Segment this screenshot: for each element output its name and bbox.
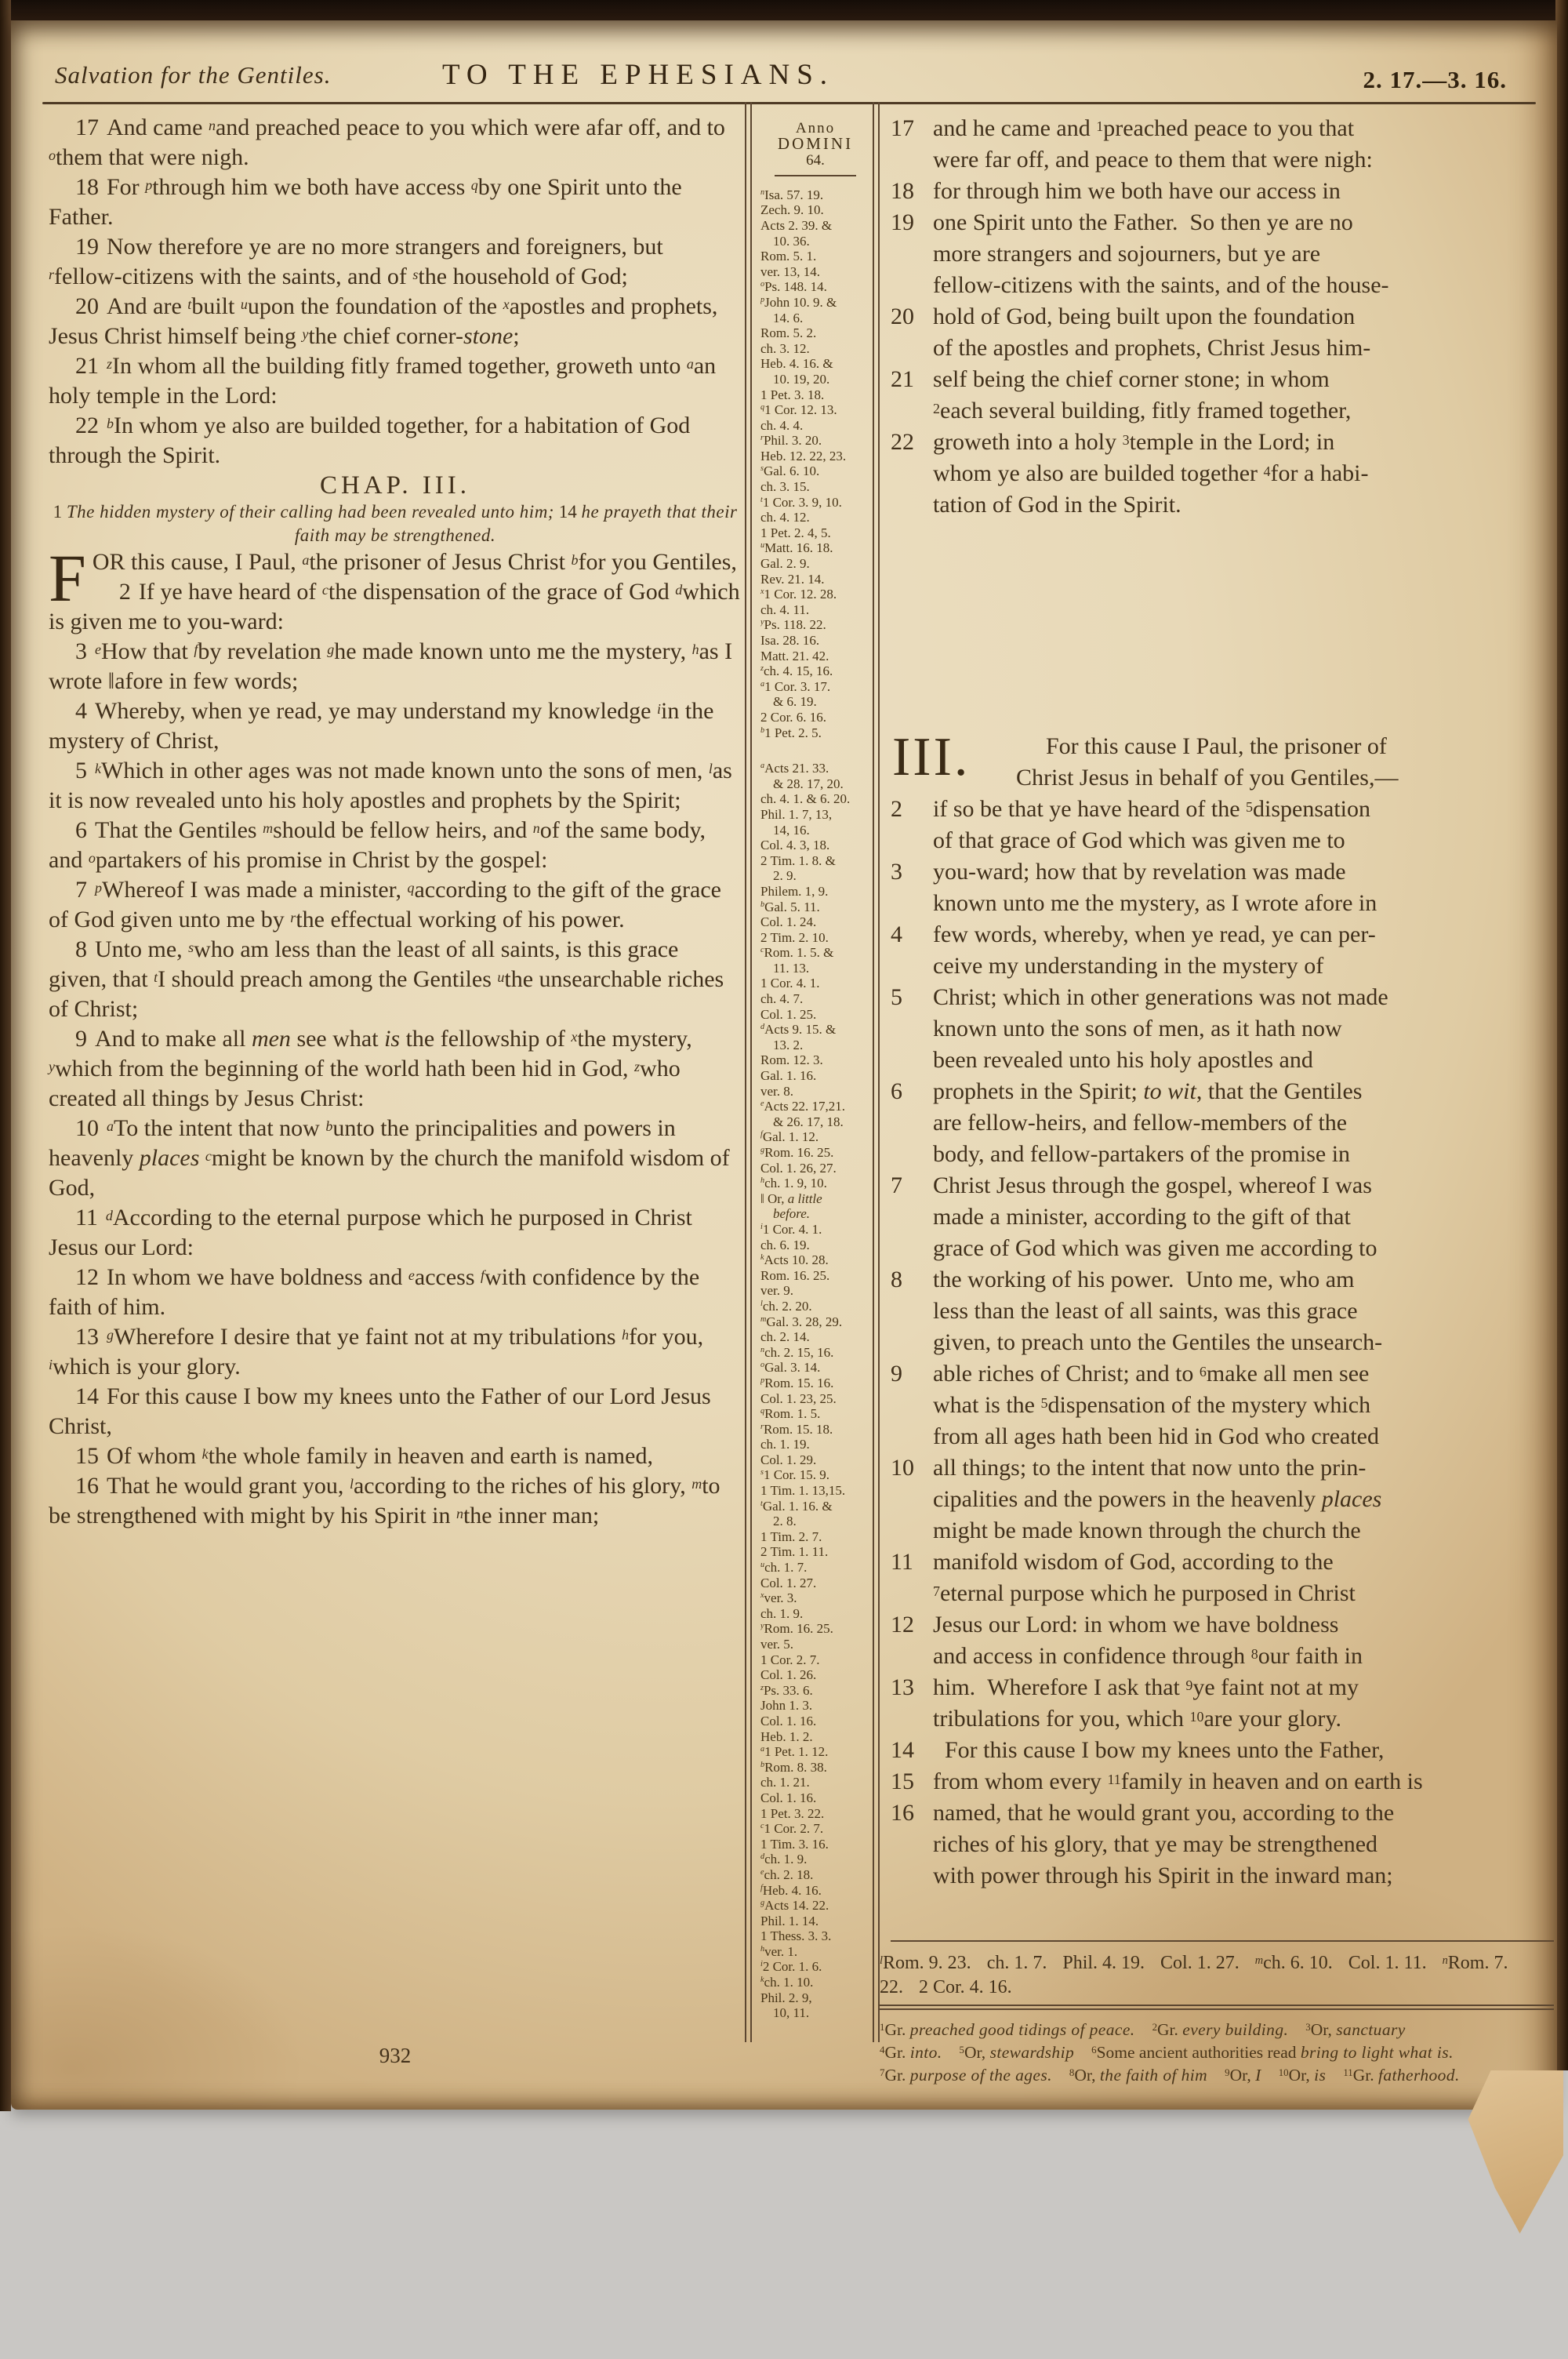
footnote-rule	[891, 1940, 1554, 1942]
column-divider	[878, 102, 880, 2042]
kjv-verse: 19 Now therefore ye are no more strangers and foreigners, but $^r$fellow-citizens with the saints, and of $^s$the household of God;	[49, 234, 663, 289]
margin-ref: Phil. 1. 7, 13,	[760, 806, 833, 822]
rv-ch3-lines	[891, 727, 1555, 1892]
margin-ref: $^b$Rom. 8. 38.	[760, 1759, 827, 1775]
column-divider	[873, 102, 874, 2042]
verse-number: 10	[891, 1455, 914, 1481]
verse-number: 15	[75, 1443, 99, 1469]
anno-domini	[760, 121, 870, 176]
rv-line: 20 hold of God, being built upon the foundation	[891, 301, 1555, 333]
anno-line: Anno	[795, 120, 836, 136]
margin-ref: 14. 6.	[773, 310, 804, 325]
margin-ref: $^r$Rom. 15. 18.	[760, 1421, 833, 1437]
verse-number: 13	[75, 1324, 99, 1350]
rv-footnote-item: $^5$Or, stewardship	[959, 2043, 1075, 2062]
margin-ref: Rom. 5. 2.	[760, 325, 817, 341]
margin-ref: 1 Tim. 3. 16.	[760, 1836, 829, 1852]
kjv-verse: 6 That the Gentiles $^m$should be fellow heirs, and $^n$of the same body, and $^o$partakers of his promise in Christ by the gospel:	[49, 817, 706, 873]
margin-ref: ch. 1. 21.	[760, 1775, 810, 1790]
margin-ref: Col. 1. 23, 25.	[760, 1390, 837, 1406]
rv-line: 6 prophets in the Spirit; to wit, that the Gentiles	[891, 1076, 1555, 1107]
margin-ref: Heb. 12. 22, 23.	[760, 448, 847, 463]
margin-ref: $^h$ch. 1. 9, 10.	[760, 1176, 827, 1191]
rv-line: less than the least of all saints, was this grace	[933, 1298, 1358, 1324]
verse-number: 19	[891, 209, 914, 235]
margin-ref: Phil. 1. 14.	[760, 1913, 819, 1928]
kjv-verse: 5 $^k$Which in other ages was not made known unto the sons of men, $^l$as it is now revealed unto his holy apostles and prophets by the Spirit;	[49, 758, 732, 813]
margin-ref: $^s$Gal. 6. 10.	[760, 463, 820, 479]
verse-number: 21	[891, 366, 914, 392]
margin-ref: 1 Thess. 3. 3.	[760, 1928, 832, 1944]
margin-ref: Heb. 1. 2.	[760, 1728, 813, 1744]
verse-number: 11	[891, 1549, 913, 1575]
rv-line: what is the $^5$dispensation of the mystery which	[933, 1392, 1371, 1418]
crossref-footnotes	[880, 1951, 1554, 2000]
rv-line: might be made known through the church the	[933, 1518, 1361, 1543]
margin-ref: Col. 1. 27.	[760, 1575, 817, 1590]
kjv-verse: FOR this cause, I Paul, $^a$the prisoner of Jesus Christ $^b$for you Gentiles,	[49, 540, 737, 616]
chapter-summary: 1 The hidden mystery of their calling had been revealed unto him; 14 he prayeth that their faith may be strengthened.	[53, 502, 738, 545]
margin-ref: $^e$ch. 2. 18.	[760, 1866, 814, 1882]
margin-ref: Rom. 12. 3.	[760, 1052, 823, 1068]
margin-ref: ch. 4. 1. & 6. 20.	[760, 791, 851, 807]
rv-line: been revealed unto his holy apostles and	[933, 1047, 1313, 1073]
margin-ref: ver. 5.	[760, 1637, 794, 1652]
kjv-verse: 11 $^d$According to the eternal purpose which he purposed in Christ Jesus our Lord:	[49, 1205, 692, 1260]
margin-ref: $^o$Gal. 3. 14.	[760, 1360, 821, 1376]
crossref-item: 2 Cor. 4. 16.	[919, 1977, 1012, 1997]
rv-line: 18 for through him we both have our access in	[891, 176, 1555, 207]
margin-ref: $^c$1 Cor. 2. 7.	[760, 1821, 824, 1837]
margin-ref: Col. 1. 26, 27.	[760, 1160, 837, 1176]
kjv-verse: 15 Of whom $^k$the whole family in heaven and earth is named,	[75, 1443, 653, 1469]
verse-number: 9	[891, 1361, 902, 1387]
rv-line: 2 if so be that ye have heard of the $^5$dispensation	[891, 794, 1555, 825]
margin-ref: $^n$ch. 2. 15, 16.	[760, 1344, 834, 1360]
margin-ref: $^p$John 10. 9. &	[760, 294, 837, 310]
verse-number: 8	[75, 936, 87, 962]
margin-ref: 1 Pet. 3. 22.	[760, 1805, 825, 1821]
rv-line: and access in confidence through $^8$our faith in	[933, 1643, 1363, 1669]
margin-ref: Rom. 5. 1.	[760, 249, 817, 264]
verse-number: 22	[75, 413, 99, 438]
margin-ref: Col. 4. 3, 18.	[760, 838, 830, 853]
margin-ref: $^r$Phil. 3. 20.	[760, 433, 822, 449]
verse-number: 12	[891, 1612, 914, 1637]
page	[11, 20, 1557, 2110]
margin-ref: 1 Cor. 2. 7.	[760, 1652, 820, 1667]
rv-line: are fellow-heirs, and fellow-members of the	[933, 1110, 1348, 1136]
verse-number: 11	[75, 1205, 98, 1230]
verse-number: 6	[75, 817, 87, 843]
margin-ref: $^a$Acts 21. 33.	[760, 761, 829, 776]
kjv-verse: 18 For $^p$through him we both have access $^q$by one Spirit unto the Father.	[49, 174, 682, 230]
rv-line: 3 you-ward; how that by revelation was made	[891, 856, 1555, 888]
anno-rule	[775, 175, 856, 176]
verse-number: 3	[75, 638, 87, 664]
kjv-verse: 8 Unto me, $^s$who am less than the least of all saints, is this grace given, that $^t$I should preach among the Gentiles $^u$the unsearchable riches of Christ;	[49, 936, 724, 1022]
verse-number: 20	[75, 293, 99, 319]
margin-ref: 2. 8.	[773, 1514, 797, 1529]
verse-number: 7	[75, 877, 87, 903]
rv-line: ceive my understanding in the mystery of	[933, 953, 1324, 979]
margin-ref: Col. 1. 29.	[760, 1452, 817, 1467]
refs-gap	[760, 740, 870, 761]
margin-ref: $^y$Ps. 118. 22.	[760, 617, 826, 633]
running-head: Salvation for the Gentiles.	[55, 61, 332, 89]
rv-line: For this cause I Paul, the prisoner of	[1046, 733, 1387, 759]
margin-ref: 2. 9.	[773, 868, 797, 884]
rv-line: 9 able riches of Christ; and to $^6$make all men see	[891, 1358, 1555, 1390]
margin-ref: 1 Pet. 3. 18.	[760, 387, 825, 402]
margin-ref: ch. 4. 7.	[760, 991, 804, 1007]
rv-line: given, to preach unto the Gentiles the unsearch-	[933, 1329, 1383, 1355]
margin-ref: Col. 1. 25.	[760, 1006, 817, 1022]
verse-number: 10	[75, 1115, 99, 1141]
crossref-item: ch. 1. 7.	[986, 1953, 1047, 1973]
margin-ref: $^s$1 Cor. 15. 9.	[760, 1467, 830, 1483]
rv-line: $^2$each several building, fitly framed together,	[933, 398, 1352, 423]
margin-ref: $^g$Rom. 16. 25.	[760, 1145, 834, 1160]
crossref-item: $^n$Rom. 7. 22.	[880, 1953, 1508, 1997]
rv-line: 21 self being the chief corner stone; in whom	[891, 364, 1555, 395]
margin-ref: & 28. 17, 20.	[773, 776, 844, 791]
margin-ref: Philem. 1, 9.	[760, 883, 829, 899]
margin-ref: 10. 36.	[773, 233, 810, 249]
kjv-verse: 20 And are $^t$built $^u$upon the foundation of the $^x$apostles and prophets, Jesus Christ himself being $^y$the chief corner-stone;	[49, 293, 718, 349]
rv-line: of that grace of God which was given me to	[933, 827, 1345, 853]
margin-ref: Rev. 21. 14.	[760, 571, 825, 587]
header-rule	[42, 102, 1536, 104]
margin-ref: 2 Tim. 1. 11.	[760, 1544, 829, 1560]
verse-number: 5	[891, 984, 902, 1010]
margin-ref: $^i$2 Cor. 1. 6.	[760, 1959, 822, 1975]
rv-footnote-item: $^3$Or, sanctuary	[1305, 2020, 1406, 2039]
margin-ref: 2 Tim. 1. 8. &	[760, 852, 836, 868]
margin-refs-group1	[760, 187, 870, 740]
rv-footnote-item: $^2$Gr. every building.	[1152, 2020, 1289, 2039]
margin-ref: $^b$Gal. 5. 11.	[760, 899, 820, 914]
margin-ref: Heb. 4. 16. &	[760, 356, 833, 372]
rv-line: from all ages hath been hid in God who created	[933, 1423, 1379, 1449]
margin-ref: $^q$1 Cor. 12. 13.	[760, 402, 837, 418]
rv-line: 10 all things; to the intent that now unto the prin-	[891, 1452, 1555, 1484]
rv-line: riches of his glory, that ye may be strengthened	[933, 1831, 1378, 1857]
margin-ref: Phil. 2. 9,	[760, 1990, 812, 2005]
rv-line: 7 Christ Jesus through the gospel, whereof I was	[891, 1170, 1555, 1201]
margin-ref: 14, 16.	[773, 822, 810, 838]
margin-ref: ch. 6. 19.	[760, 1237, 810, 1252]
verse-number: 20	[891, 304, 914, 329]
kjv-verse: 14 For this cause I bow my knees unto the Father of our Lord Jesus Christ,	[49, 1383, 711, 1439]
kjv-ch2-verses	[49, 113, 742, 471]
rv-footnote-item: $^4$Gr. into.	[880, 2043, 942, 2062]
verse-number: 9	[75, 1026, 87, 1052]
kjv-verse: 17 And came $^n$and preached peace to you which were afar off, and to $^o$them that were nigh.	[49, 114, 725, 170]
rv-line: of the apostles and prophets, Christ Jesus him-	[933, 335, 1371, 361]
rv-line: tribulations for you, which $^{10}$are your glory.	[933, 1706, 1341, 1732]
kjv-verse: 3 $^e$How that $^f$by revelation $^g$he made known unto me the mystery, $^h$as I wrote ‖afore in few words;	[49, 638, 733, 694]
verse-number: 3	[891, 859, 902, 885]
margin-ref: 1 Tim. 2. 7.	[760, 1528, 822, 1544]
rv-line: 8 the working of his power. Unto me, who am	[891, 1264, 1555, 1296]
kjv-verse: 16 That he would grant you, $^l$according to the riches of his glory, $^m$to be strengthened with might by his Spirit in $^n$the inner man;	[49, 1473, 720, 1528]
margin-ref: $^x$1 Cor. 12. 28.	[760, 587, 837, 602]
page-fore-edge-shadow	[1555, 0, 1568, 2070]
margin-ref: ver. 13, 14.	[760, 264, 821, 279]
verse-number: 16	[75, 1473, 99, 1499]
margin-ref: $^u$Matt. 16. 18.	[760, 540, 833, 556]
rv-footnote-item: $^{10}$Or, is	[1278, 2066, 1327, 2085]
chapter-numeral: III.	[892, 727, 971, 787]
margin-ref: John 1. 3.	[760, 1698, 813, 1714]
crossref-item: $^l$Rom. 9. 23.	[880, 1953, 971, 1973]
kjv-verse: 12 In whom we have boldness and $^e$access $^f$with confidence by the faith of him.	[49, 1264, 700, 1320]
margin-ref: $^y$Rom. 16. 25.	[760, 1621, 833, 1637]
kjv-verse: 9 And to make all men see what is the fellowship of $^x$the mystery, $^y$which from the beginning of the world hath been hid in God, $^z$who created all things by Jesus Christ:	[49, 1026, 692, 1111]
margin-ref: $^t$Gal. 1. 16. &	[760, 1498, 833, 1514]
margin-ref: Gal. 2. 9.	[760, 556, 810, 572]
margin-ref: Acts 2. 39. &	[760, 217, 833, 233]
rv-line: 16 named, that he would grant you, according to the	[891, 1797, 1555, 1829]
margin-ref: Col. 1. 24.	[760, 914, 817, 930]
margin-ref: Gal. 1. 16.	[760, 1068, 817, 1084]
margin-ref: $^d$Acts 9. 15. &	[760, 1022, 837, 1038]
rv-line: made a minister, according to the gift of that	[933, 1204, 1351, 1230]
crossref-item: Col. 1. 11.	[1348, 1953, 1427, 1973]
margin-ref: 2 Tim. 2. 10.	[760, 929, 829, 945]
rv-line: body, and fellow-partakers of the promise in	[933, 1141, 1351, 1167]
margin-ref: ch. 1. 9.	[760, 1605, 804, 1621]
margin-ref: $^g$Acts 14. 22.	[760, 1898, 829, 1914]
margin-refs-group2	[760, 761, 870, 2021]
margin-ref: ch. 4. 12.	[760, 510, 810, 525]
rv-line: were far off, and peace to them that were nigh:	[933, 147, 1373, 173]
margin-ref: $^p$Rom. 15. 16.	[760, 1375, 834, 1390]
crossref-item: $^m$ch. 6. 10.	[1254, 1953, 1333, 1973]
margin-ref: Col. 1. 16.	[760, 1790, 817, 1805]
verse-number: 21	[75, 353, 99, 379]
margin-ref: ‖ Or, a little	[760, 1190, 822, 1206]
kjv-verse: 2 If ye have heard of $^c$the dispensation of the grace of God $^d$which is given me to you-ward:	[49, 579, 740, 634]
anno-line: DOMINI	[777, 133, 854, 153]
verse-number: 18	[891, 178, 914, 204]
rv-line: with power through his Spirit in the inward man;	[933, 1863, 1393, 1888]
margin-ref: 1 Tim. 1. 13,15.	[760, 1483, 846, 1499]
kjv-verse: 4 Whereby, when ye read, ye may understand my knowledge $^i$in the mystery of Christ,	[49, 698, 714, 754]
margin-ref: 10, 11.	[773, 2005, 810, 2021]
margin-ref: before.	[773, 1206, 811, 1222]
margin-ref: $^b$1 Pet. 2. 5.	[760, 725, 822, 740]
verse-number: 8	[891, 1267, 902, 1292]
anno-line: 64.	[806, 152, 825, 169]
margin-ref: ch. 2. 14.	[760, 1329, 810, 1345]
verse-number: 4	[75, 698, 87, 724]
margin-ref: ver. 8.	[760, 1083, 794, 1099]
verse-number: 5	[75, 758, 87, 783]
drop-cap: F	[49, 540, 86, 616]
column-divider	[750, 102, 752, 2042]
verse-number: 2	[118, 579, 131, 605]
margin-ref: $^q$Rom. 1. 5.	[760, 1406, 821, 1422]
rv-line: Christ Jesus in behalf of you Gentiles,—	[1016, 765, 1399, 791]
margin-ref: & 26. 17, 18.	[773, 1114, 844, 1129]
page-number: 932	[379, 2044, 412, 2067]
margin-ref: Isa. 28. 16.	[760, 633, 820, 648]
rv-footnote-line	[880, 2019, 1559, 2041]
rv-ch2-lines	[891, 113, 1555, 521]
verse-number: 6	[891, 1078, 902, 1104]
rv-column	[891, 113, 1555, 1892]
rv-footnote-item: $^9$Or, I	[1225, 2066, 1261, 2085]
margin-ref: $^f$Gal. 1. 12.	[760, 1129, 819, 1145]
margin-ref: Col. 1. 26.	[760, 1667, 817, 1683]
rv-line: 15 from whom every $^{11}$family in heaven and on earth is	[891, 1766, 1555, 1797]
rv-line: more strangers and sojourners, but ye are	[933, 241, 1321, 267]
rv-line: known unto the sons of men, as it hath now	[933, 1016, 1342, 1041]
margin-ref: $^x$ver. 3.	[760, 1590, 797, 1606]
margin-ref: $^h$ver. 1.	[760, 1943, 798, 1959]
verse-number: 13	[891, 1674, 914, 1700]
margin-ref: $^z$ch. 4. 15, 16.	[760, 663, 833, 679]
margin-ref: ch. 4. 4.	[760, 417, 804, 433]
verse-number: 18	[75, 174, 99, 200]
rv-footnote-line	[880, 2064, 1559, 2087]
kjv-verse: 21 $^z$In whom all the building fitly framed together, groweth unto $^a$an holy temple in the Lord:	[49, 353, 717, 409]
margin-ref: Zech. 9. 10.	[760, 202, 824, 218]
margin-ref: ch. 1. 19.	[760, 1437, 810, 1452]
verse-number: 12	[75, 1264, 99, 1290]
margin-ref: 1 Cor. 4. 1.	[760, 976, 820, 991]
margin-ref: $^e$Acts 22. 17,21.	[760, 1099, 845, 1114]
rv-line: 4 few words, whereby, when ye read, ye can per-	[891, 919, 1555, 951]
margin-ref: $^d$ch. 1. 9.	[760, 1852, 808, 1867]
rv-line: 12 Jesus our Lord: in whom we have boldness	[891, 1609, 1555, 1641]
margin-ref: Col. 1. 16.	[760, 1713, 817, 1728]
rv-footnote-item: $^7$Gr. purpose of the ages.	[880, 2066, 1052, 2085]
chapter-heading: CHAP. III.	[319, 471, 471, 500]
verse-number: 15	[891, 1768, 914, 1794]
kjv-verse: 10 $^a$To the intent that now $^b$unto the principalities and powers in heavenly places $^c$might be known by the church the manifold wisdom of God,	[49, 1115, 730, 1201]
rv-footnote-item: $^{11}$Gr. fatherhood.	[1343, 2066, 1460, 2085]
verse-number: 7	[891, 1172, 902, 1198]
crossref-item: Col. 1. 27.	[1160, 1953, 1240, 1973]
rv-line: 17 and he came and $^1$preached peace to you that	[891, 113, 1555, 144]
margin-ref: 1 Pet. 2. 4, 5.	[760, 525, 831, 540]
rv-line: whom ye also are builded together $^4$for a habi-	[933, 460, 1369, 486]
kjv-column	[49, 113, 742, 1531]
verse-number: 14	[75, 1383, 99, 1409]
margin-ref: $^c$Rom. 1. 5. &	[760, 945, 834, 961]
rv-line: known unto me the mystery, as I wrote afore in	[933, 890, 1377, 916]
rv-line: 22 groweth into a holy $^3$temple in the Lord; in	[891, 427, 1555, 458]
verse-number: 17	[891, 115, 914, 141]
kjv-verse: 7 $^p$Whereof I was made a minister, $^q$according to the gift of the grace of God given unto me by $^r$the effectual working of his power.	[49, 877, 721, 932]
rv-line: tation of God in the Spirit.	[933, 492, 1181, 518]
kjv-verse: 22 $^b$In whom ye also are builded together, for a habitation of God through the Spirit.	[49, 413, 691, 468]
rv-footnote-item: $^1$Gr. preached good tidings of peace.	[880, 2020, 1135, 2039]
rv-footnote-item: $^6$Some ancient authorities read bring to light what is.	[1091, 2043, 1454, 2062]
margin-ref: $^o$Ps. 148. 14.	[760, 279, 827, 295]
margin-ref: 11. 13.	[773, 960, 810, 976]
margin-ref: $^f$Heb. 4. 16.	[760, 1882, 822, 1898]
photo-top-shadow	[0, 0, 1568, 22]
rv-line: 13 him. Wherefore I ask that $^9$ye faint not at my	[891, 1672, 1555, 1703]
verse-number: 17	[75, 114, 99, 140]
verse-range: 2. 17.—3. 16.	[1363, 66, 1507, 93]
margin-ref: $^m$Gal. 3. 28, 29.	[760, 1314, 843, 1329]
verse-number: 22	[891, 429, 914, 455]
crossref-item: Phil. 4. 19.	[1062, 1953, 1145, 1973]
column-divider	[745, 102, 746, 2042]
margin-ref: $^k$Acts 10. 28.	[760, 1252, 829, 1268]
margin-ref: $^a$1 Cor. 3. 17.	[760, 678, 831, 694]
verse-number: 16	[891, 1800, 914, 1826]
rv-line: 14 For this cause I bow my knees unto the Father,	[891, 1735, 1555, 1766]
rv-footnote-line	[880, 2041, 1559, 2064]
margin-ref: $^z$Ps. 33. 6.	[760, 1682, 813, 1698]
margin-ref: Matt. 21. 42.	[760, 648, 829, 663]
kjv-ch3-verses	[49, 540, 742, 1531]
rv-line: grace of God which was given me according to	[933, 1235, 1377, 1261]
margin-ref: 2 Cor. 6. 16.	[760, 709, 827, 725]
footnote-double-rule	[880, 2005, 1554, 2010]
rv-line: cipalities and the powers in the heavenly places	[933, 1486, 1382, 1512]
verse-number: 14	[891, 1737, 914, 1763]
margin-ref: $^i$1 Cor. 4. 1.	[760, 1221, 822, 1237]
margin-reference-column	[760, 110, 870, 2047]
verse-number: 2	[891, 796, 902, 822]
rv-line: 19 one Spirit unto the Father. So then ye are no	[891, 207, 1555, 238]
margin-ref: ch. 4. 11.	[760, 602, 810, 617]
verse-number: 4	[891, 921, 902, 947]
margin-ref: $^u$ch. 1. 7.	[760, 1560, 808, 1576]
margin-ref: ver. 9.	[760, 1283, 794, 1299]
margin-ref: $^a$1 Pet. 1. 12.	[760, 1744, 829, 1760]
margin-ref: 13. 2.	[773, 1037, 804, 1052]
rv-line: fellow-citizens with the saints, and of the house-	[933, 272, 1389, 298]
kjv-verse: 13 $^g$Wherefore I desire that ye faint not at my tribulations $^h$for you, $^i$which is your glory.	[49, 1324, 704, 1379]
rv-line: $^7$eternal purpose which he purposed in Christ	[933, 1580, 1356, 1606]
photo-left-shadow	[0, 0, 11, 2111]
margin-ref: ch. 3. 15.	[760, 479, 810, 495]
margin-ref: Rom. 16. 25.	[760, 1267, 830, 1283]
margin-ref: & 6. 19.	[773, 694, 817, 710]
margin-ref: 10. 19, 20.	[773, 371, 830, 387]
rv-footnotes	[880, 2019, 1559, 2087]
rv-line: 11 manifold wisdom of God, according to the	[891, 1547, 1555, 1578]
rv-footnote-item: $^8$Or, the faith of him	[1069, 2066, 1208, 2085]
margin-ref: $^n$Isa. 57. 19.	[760, 187, 824, 202]
rv-line: 5 Christ; which in other generations was not made	[891, 982, 1555, 1013]
verse-number: 19	[75, 234, 99, 260]
margin-ref: ch. 3. 12.	[760, 340, 810, 356]
book-title: TO THE EPHESIANS.	[441, 59, 835, 91]
margin-ref: $^k$ch. 1. 10.	[760, 1975, 814, 1990]
margin-ref: $^t$1 Cor. 3. 9, 10.	[760, 494, 842, 510]
margin-ref: $^l$ch. 2. 20.	[760, 1298, 812, 1314]
